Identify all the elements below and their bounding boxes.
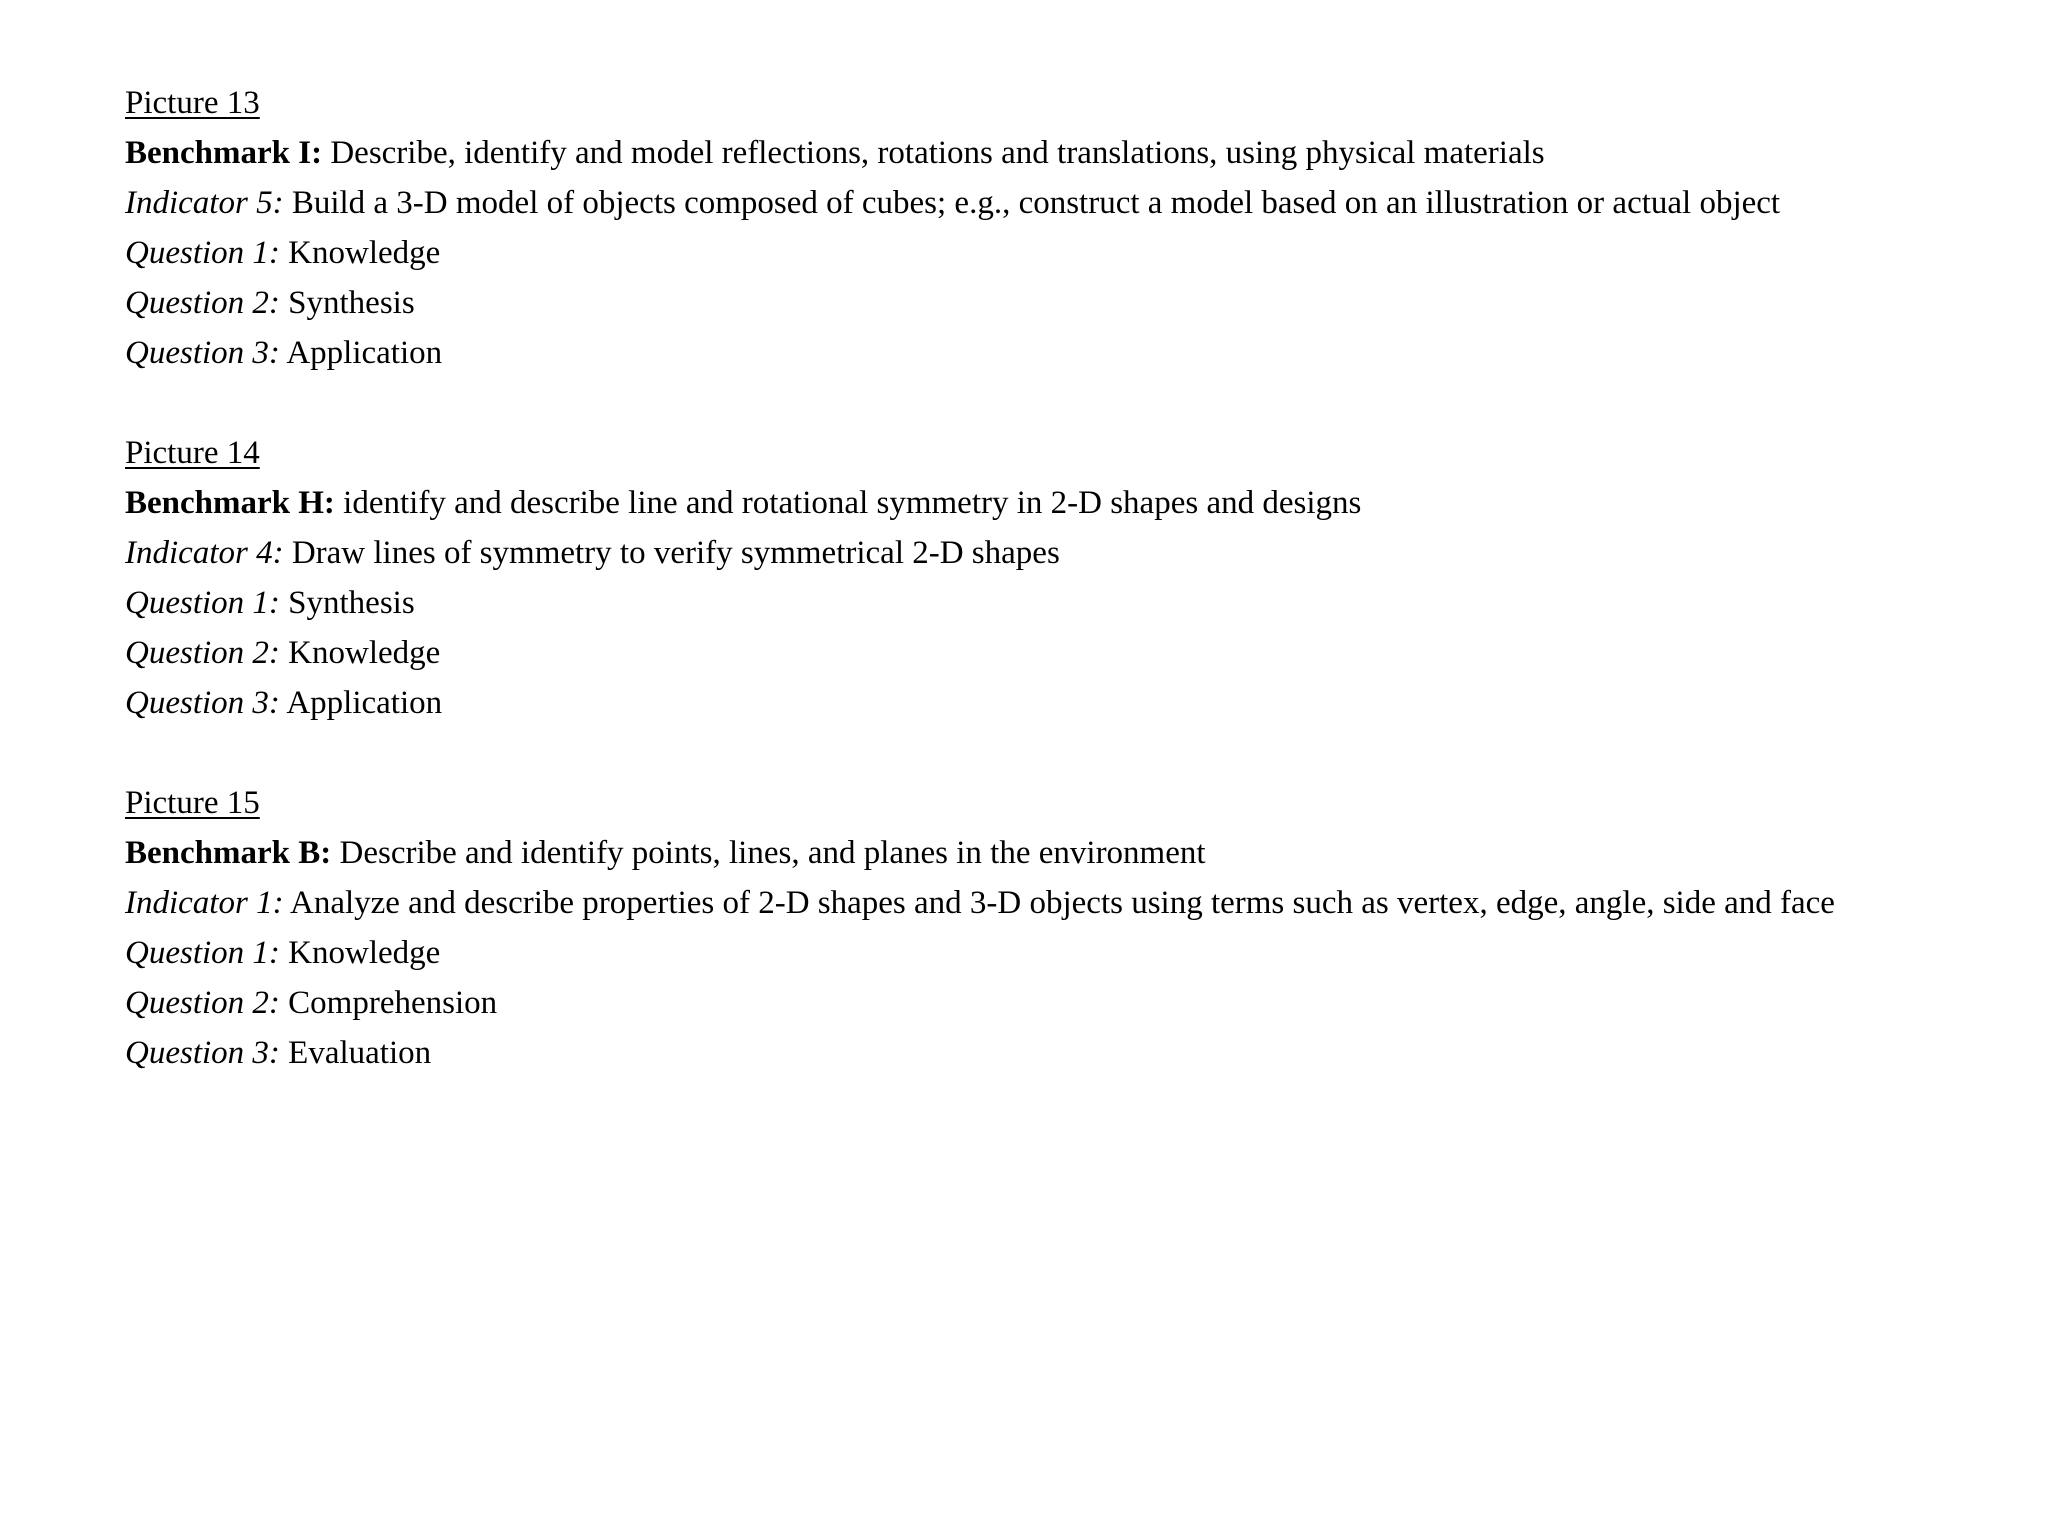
indicator-label: Indicator 4: — [125, 535, 284, 571]
indicator-text: Draw lines of symmetry to verify symmetrical 2-D shapes — [283, 535, 1060, 571]
question-line — [125, 628, 2025, 678]
picture-title: Picture 13 — [125, 85, 260, 121]
picture-title-line — [125, 428, 2025, 478]
benchmark-line — [125, 478, 2025, 528]
question-line — [125, 228, 2025, 278]
question-label: Question 2: — [125, 985, 280, 1021]
question-label: Question 3: — [125, 685, 280, 721]
question-line — [125, 678, 2025, 728]
indicator-text: Analyze and describe properties of 2-D shapes and 3-D objects using terms such as vertex, edge, angle, side and face — [283, 885, 1835, 921]
question-text: Application — [279, 335, 443, 371]
question-label: Question 1: — [125, 935, 280, 971]
question-label: Question 1: — [125, 585, 280, 621]
question-text: Knowledge — [279, 935, 441, 971]
picture-title: Picture 14 — [125, 435, 260, 471]
question-line — [125, 328, 2025, 378]
question-text: Evaluation — [279, 1035, 432, 1071]
indicator-label: Indicator 5: — [125, 185, 284, 221]
question-text: Knowledge — [279, 635, 441, 671]
question-text: Synthesis — [279, 285, 415, 321]
question-line — [125, 278, 2025, 328]
picture-section — [125, 778, 2025, 1078]
picture-section — [125, 78, 2025, 378]
question-text: Comprehension — [279, 985, 498, 1021]
picture-title-line — [125, 78, 2025, 128]
document-page — [125, 78, 2025, 1128]
question-line — [125, 978, 2025, 1028]
benchmark-text: Describe and identify points, lines, and planes in the environment — [331, 835, 1206, 871]
benchmark-text: identify and describe line and rotational symmetry in 2-D shapes and designs — [334, 485, 1362, 521]
picture-title: Picture 15 — [125, 785, 260, 821]
question-line — [125, 1028, 2025, 1078]
benchmark-text: Describe, identify and model reflections, rotations and translations, using physical materials — [322, 135, 1545, 171]
benchmark-label: Benchmark I: — [125, 135, 323, 171]
benchmark-label: Benchmark B: — [125, 835, 332, 871]
indicator-line — [125, 178, 2025, 228]
benchmark-label: Benchmark H: — [125, 485, 335, 521]
question-label: Question 2: — [125, 285, 280, 321]
question-text: Synthesis — [279, 585, 415, 621]
question-line — [125, 928, 2025, 978]
indicator-line — [125, 878, 2025, 928]
question-line — [125, 578, 2025, 628]
question-text: Knowledge — [279, 235, 441, 271]
indicator-line — [125, 528, 2025, 578]
question-label: Question 3: — [125, 335, 280, 371]
question-label: Question 1: — [125, 235, 280, 271]
benchmark-line — [125, 128, 2025, 178]
indicator-text: Build a 3-D model of objects composed of cubes; e.g., construct a model based on an illustration or actual object — [283, 185, 1781, 221]
indicator-label: Indicator 1: — [125, 885, 284, 921]
question-label: Question 2: — [125, 635, 280, 671]
picture-title-line — [125, 778, 2025, 828]
question-label: Question 3: — [125, 1035, 280, 1071]
benchmark-line — [125, 828, 2025, 878]
picture-section — [125, 428, 2025, 728]
question-text: Application — [279, 685, 443, 721]
